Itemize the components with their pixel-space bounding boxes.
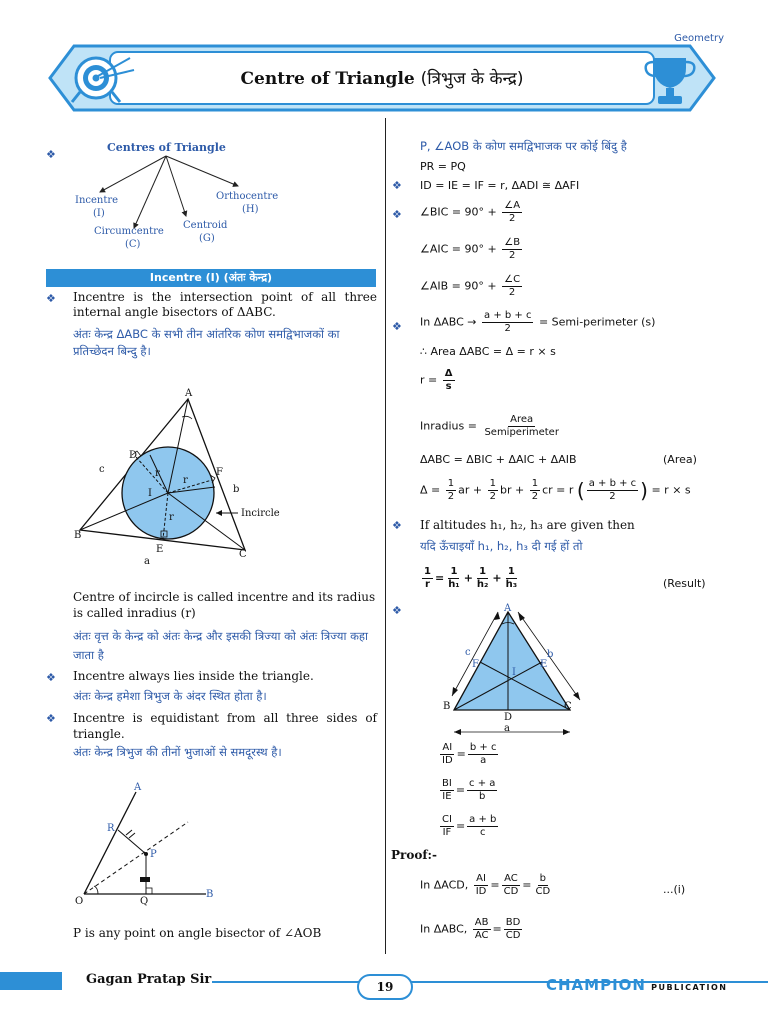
inside-triangle-hi: अंतः केन्द्र हमेशा त्रिभुज के अंदर स्थित होता है।	[73, 689, 267, 703]
abc-ab: AB	[474, 917, 489, 928]
incircle-definition-hi: अंतः वृत्त के केन्द्र को अंतः केन्द्र और इसकी त्रिज्या को अंतः त्रिज्या कहा जाता है	[73, 629, 369, 662]
brand-logo	[546, 975, 727, 994]
column-divider	[385, 118, 386, 954]
half-num: 1	[489, 478, 496, 489]
abc-lhs: In ΔABC,	[420, 922, 468, 936]
delta-lhs: Δ =	[420, 483, 441, 497]
inr-num: Area	[510, 414, 534, 425]
bullet-icon: ❖	[46, 671, 56, 684]
bullet-icon: ❖	[392, 320, 402, 333]
formula-aic	[420, 237, 524, 262]
eq-rxs: = r × s	[651, 483, 691, 497]
s-den: 2	[504, 323, 511, 334]
altitude-result	[420, 566, 521, 591]
bullet-icon: ❖	[392, 604, 402, 617]
ar-term: ar +	[458, 483, 483, 497]
acd-cd: CD	[503, 886, 519, 897]
aib-num: ∠C	[504, 274, 521, 285]
fig1-label-I: I	[148, 488, 152, 499]
ci-rn: a + b	[469, 814, 497, 825]
aic-lhs: ∠AIC = 90° +	[420, 242, 497, 256]
bi-num: BI	[442, 778, 452, 789]
h1-den: h₁	[448, 579, 460, 590]
fig1-label-C: C	[239, 549, 247, 560]
tree-incentre: Incentre	[75, 195, 119, 206]
tree-centroid-sym: (G)	[199, 233, 215, 244]
incircle-figure	[70, 385, 330, 575]
angle-bisector-figure	[70, 780, 220, 910]
fig3-label-a: a	[504, 723, 510, 734]
fig1-label-F: F	[216, 467, 223, 478]
fig2-label-R: R	[107, 823, 115, 834]
proof-heading: Proof:-	[391, 848, 437, 862]
inr-lhs: Inradius =	[420, 419, 477, 433]
equidistant-en: Incentre is equidistant from all three sides of triangle.	[73, 711, 377, 741]
subject-label: Geometry	[674, 33, 724, 44]
ci-rd: c	[480, 827, 486, 838]
ratio-bi-ie: $\frac{BI}{IE}$ = $\frac{c + a}{b}$	[442, 778, 496, 802]
plus-sign: +	[463, 571, 473, 585]
fig2-label-O: O	[75, 896, 84, 907]
brand-name: CHAMPION	[546, 976, 646, 994]
bullet-icon: ❖	[46, 292, 56, 305]
incircle-definition-en: Centre of incircle is called incentre and its radius is called inradius (r)	[73, 590, 376, 620]
acd-ai: AI	[476, 873, 486, 884]
semi-perimeter	[420, 310, 655, 335]
fig3-label-E: E	[540, 659, 548, 670]
tree-centroid: Centroid	[183, 220, 228, 231]
bic-den: 2	[508, 213, 516, 224]
fig3-label-I: I	[512, 667, 516, 678]
bisector-point-hi: P, ∠AOB के कोण समद्विभाजक पर कोई बिंदु है	[420, 139, 627, 153]
cr-term: cr = r	[542, 483, 574, 497]
half-num: 1	[447, 478, 455, 489]
tree-orthocentre-sym: (H)	[242, 204, 259, 215]
fig2-label-B: B	[206, 889, 214, 900]
tree-circumcentre: Circumcentre	[94, 226, 164, 237]
incentre-definition-hi: अंतः केन्द्र ΔABC के सभी तीन आंतरिक कोण समद्विभाजकों का प्रतिच्छेदन बिन्दु है।	[73, 327, 340, 358]
fig1-label-E: E	[156, 544, 164, 555]
tree-incentre-sym: (I)	[93, 208, 105, 219]
formula-bic	[420, 200, 524, 225]
half-den: 2	[447, 491, 455, 502]
fig3-label-D: D	[504, 712, 513, 723]
eq-sign: =	[434, 571, 445, 585]
altitudes-en: If altitudes h₁, h₂, h₃ are given then	[420, 518, 635, 532]
one-num: 1	[424, 566, 431, 577]
ai-rd: a	[480, 755, 487, 766]
fig1-label-r1: r	[155, 468, 160, 479]
bi-rn: c + a	[469, 778, 496, 789]
inr-den: Semiperimeter	[484, 427, 559, 438]
one-num: 1	[450, 566, 458, 577]
fig2-label-A: A	[134, 782, 142, 793]
equidistant-hi: अंतः केन्द्र त्रिभुज की तीनों भुजाओं से समदूरस्थ है।	[73, 745, 282, 759]
abc-cd: CD	[505, 930, 521, 941]
fig3-label-C: C	[564, 701, 572, 712]
footer-author: Gagan Pratap Sir	[86, 972, 212, 987]
ai-den: ID	[442, 755, 453, 766]
radii-congruence: ID = IE = IF = r, ΔADI ≅ ΔAFI	[420, 179, 580, 192]
aic-den: 2	[508, 250, 516, 261]
area-sum: ΔABC = ΔBIC + ΔAIC + ΔAIB	[420, 453, 577, 466]
bic-num: ∠A	[504, 200, 521, 211]
pr-equals-pq: PR = PQ	[420, 160, 466, 173]
bullet-icon: ❖	[392, 519, 402, 532]
bisector-caption: P is any point on angle bisector of ∠AOB	[73, 926, 322, 940]
aib-den: 2	[508, 287, 516, 298]
ratio-ai-id: $\frac{AI}{ID}$ = $\frac{b + c}{a}$	[442, 742, 497, 766]
abc-den: 2	[609, 491, 616, 502]
abc-bd: BD	[505, 917, 521, 928]
r-num: Δ	[444, 368, 453, 379]
fig3-label-B: B	[443, 701, 451, 712]
tree-circumcentre-sym: (C)	[125, 239, 141, 250]
s-lhs: In ΔABC →	[420, 315, 477, 329]
half-den: 2	[489, 491, 496, 502]
result-tag: (Result)	[663, 577, 706, 590]
formula-aib	[420, 274, 524, 299]
section-bar-incentre: Incentre (I) (अंतः केन्द्र)	[46, 269, 376, 287]
proof-acd: In ΔACD, $\frac{AI}{ID}$ = $\frac{AC}{CD}$ = $\frac{b}{CD}$	[420, 873, 551, 897]
tree-title: Centres of Triangle	[107, 141, 226, 154]
page-number: 19	[357, 974, 413, 1000]
bi-den: IE	[442, 791, 452, 802]
fig1-label-incircle: Incircle	[241, 508, 280, 519]
r-den: r	[425, 579, 430, 590]
acd-b: b	[539, 873, 547, 884]
fig1-label-B: B	[74, 530, 82, 541]
fig3-label-F: F	[472, 659, 479, 670]
inside-triangle-en: Incentre always lies inside the triangle.	[73, 669, 314, 683]
fig1-label-A: A	[185, 388, 193, 399]
half-num: 1	[531, 478, 539, 489]
r-lhs: r =	[420, 373, 438, 387]
s-rhs: = Semi-perimeter (s)	[538, 315, 656, 329]
s-num: a + b + c	[484, 310, 532, 321]
bullet-icon: ❖	[46, 148, 56, 161]
area-tag: (Area)	[663, 453, 697, 466]
ai-num: AI	[442, 742, 453, 753]
ci-num: CI	[442, 814, 452, 825]
inradius-formula	[420, 414, 563, 439]
bullet-icon: ❖	[46, 712, 56, 725]
one-num: 1	[507, 566, 515, 577]
abc-ac: AC	[474, 930, 489, 941]
abc-num: a + b + c	[588, 478, 637, 489]
fig3-label-b: b	[547, 649, 554, 660]
title-hi: (त्रिभुज के केन्द्र)	[420, 69, 524, 89]
fig1-label-a: a	[144, 556, 150, 567]
bic-lhs: ∠BIC = 90° +	[420, 205, 497, 219]
fig2-label-P: P	[150, 849, 157, 860]
fig2-label-Q: Q	[140, 896, 149, 907]
aib-lhs: ∠AIB = 90° +	[420, 279, 497, 293]
one-num: 1	[479, 566, 487, 577]
aic-num: ∠B	[504, 237, 521, 248]
br-term: br +	[499, 483, 525, 497]
acd-ac: AC	[504, 873, 518, 884]
delta-formula: Δ = $\frac{1}{2}$ ar + $\frac{1}{2}$ br + $\frac{1}{2}$ cr = r ( $\frac{a + b + c}{2}$ ) = r × s	[420, 478, 691, 503]
bullet-icon: ❖	[392, 179, 402, 192]
acd-lhs: In ΔACD,	[420, 878, 469, 892]
plus-sign: +	[492, 571, 502, 585]
fig1-label-r3: r	[169, 512, 174, 523]
half-den: 2	[531, 491, 539, 502]
proof-tag-i: ...(i)	[663, 883, 686, 896]
fig3-label-c: c	[465, 647, 471, 658]
brand-sub: PUBLICATION	[651, 983, 728, 992]
acd-id: ID	[475, 886, 487, 897]
area-formula: ∴ Area ΔABC = Δ = r × s	[420, 345, 556, 358]
fig1-label-c: c	[99, 464, 105, 475]
altitudes-hi: यदि ऊँचाइयाँ h₁, h₂, h₃ दी गई हों तो	[420, 539, 583, 553]
fig3-label-A: A	[504, 603, 512, 614]
title-en: Centre of Triangle	[240, 69, 415, 89]
ratio-ci-if: $\frac{CI}{IF}$ = $\frac{a + b}{c}$	[442, 814, 497, 838]
tree-orthocentre: Orthocentre	[216, 191, 279, 202]
bullet-icon: ❖	[392, 208, 402, 221]
fig1-label-r2: r	[183, 475, 188, 486]
ai-rn: b + c	[469, 742, 497, 753]
r-formula	[420, 368, 457, 393]
r-den: s	[445, 381, 452, 392]
page-title	[110, 66, 654, 89]
acd-cd2: CD	[535, 886, 551, 897]
bi-rd: b	[479, 791, 486, 802]
fig1-label-D: D	[129, 450, 138, 461]
ci-den: IF	[442, 827, 452, 838]
incentre-definition-en: Incentre is the intersection point of all three internal angle bisectors of ΔABC.	[73, 290, 377, 319]
proof-abc: In ΔABC, $\frac{AB}{AC}$ = $\frac{BD}{CD}$	[420, 917, 521, 941]
h2-den: h₂	[476, 579, 489, 590]
h3-den: h₃	[505, 579, 518, 590]
fig1-label-b: b	[233, 484, 240, 495]
